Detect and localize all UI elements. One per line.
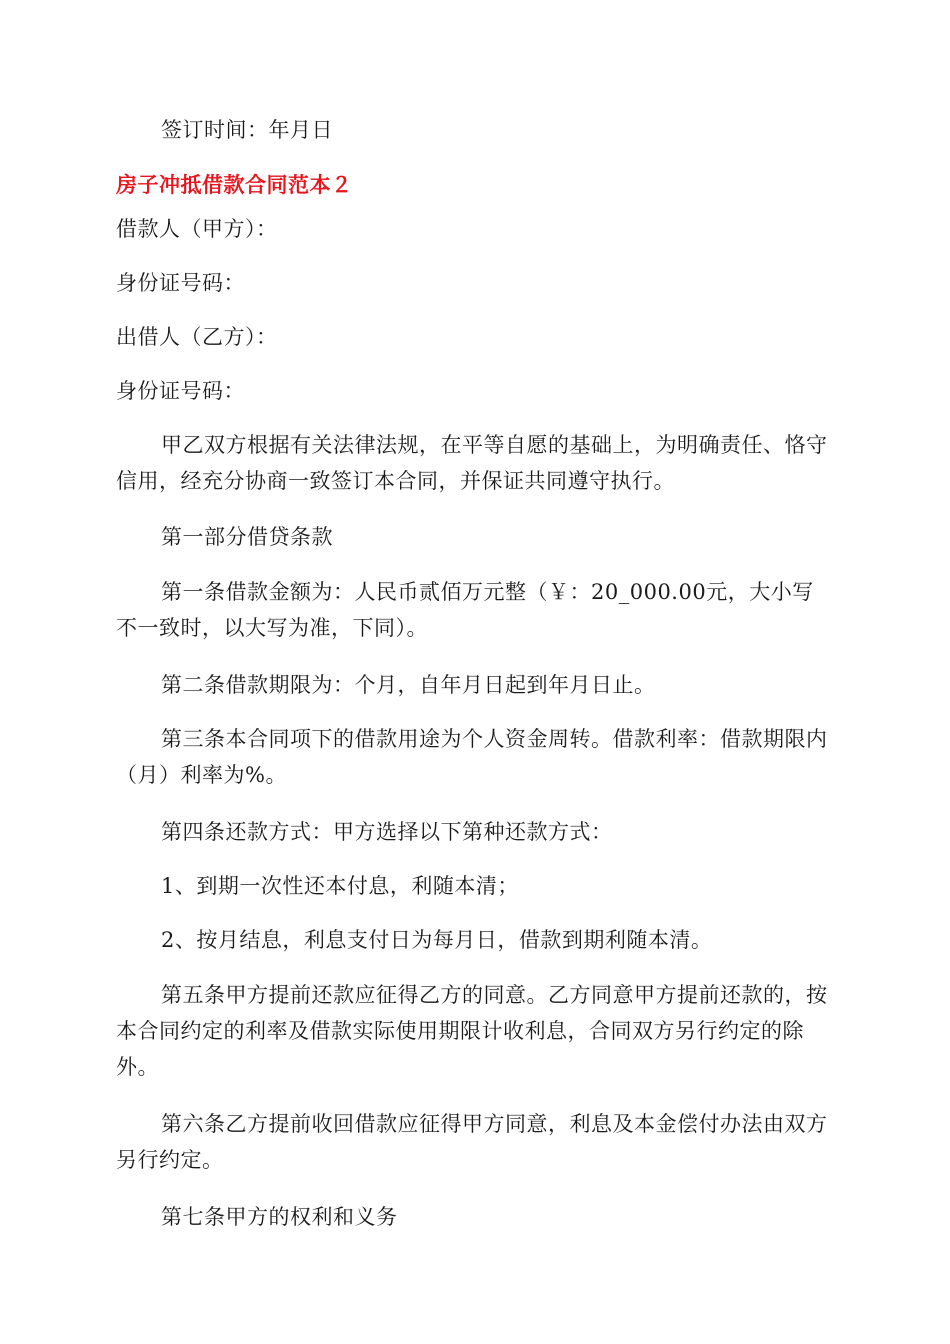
borrower-id-line: 身份证号码：	[116, 271, 245, 295]
article-5: 第五条甲方提前还款应征得乙方的同意。乙方同意甲方提前还款的，按本合同约定的利率及借款实际使用期限计收利息，合同双方另行约定的除外。	[116, 983, 828, 1079]
sign-time: 签订时间：年月日	[161, 118, 333, 142]
borrower-line: 借款人（甲方）：	[116, 217, 278, 241]
lender-id-line: 身份证号码：	[116, 379, 245, 403]
article-6: 第六条乙方提前收回借款应征得甲方同意，利息及本金偿付办法由双方另行约定。	[116, 1112, 828, 1172]
article-1: 第一条借款金额为：人民币贰佰万元整（￥：20_000.00元，大小写不一致时，以大写为准，下同）。	[116, 580, 814, 640]
article-2: 第二条借款期限为：个月，自年月日起到年月日止。	[161, 673, 656, 697]
intro-paragraph: 甲乙双方根据有关法律法规，在平等自愿的基础上，为明确责任、恪守信用，经充分协商一致签订本合同，并保证共同遵守执行。	[116, 433, 828, 493]
section-title: 房子冲抵借款合同范本２	[116, 173, 353, 197]
part-one-heading: 第一部分借贷条款	[161, 525, 333, 549]
article-4: 第四条还款方式：甲方选择以下第种还款方式：	[161, 820, 613, 844]
lender-line: 出借人（乙方）：	[116, 325, 278, 349]
article-4-option-1: 1、到期一次性还本付息，利随本清；	[161, 874, 519, 898]
article-4-option-2: 2、按月结息，利息支付日为每月日，借款到期利随本清。	[161, 928, 713, 952]
article-7: 第七条甲方的权利和义务	[161, 1205, 398, 1229]
article-3: 第三条本合同项下的借款用途为个人资金周转。借款利率：借款期限内（月）利率为%。	[116, 727, 828, 787]
